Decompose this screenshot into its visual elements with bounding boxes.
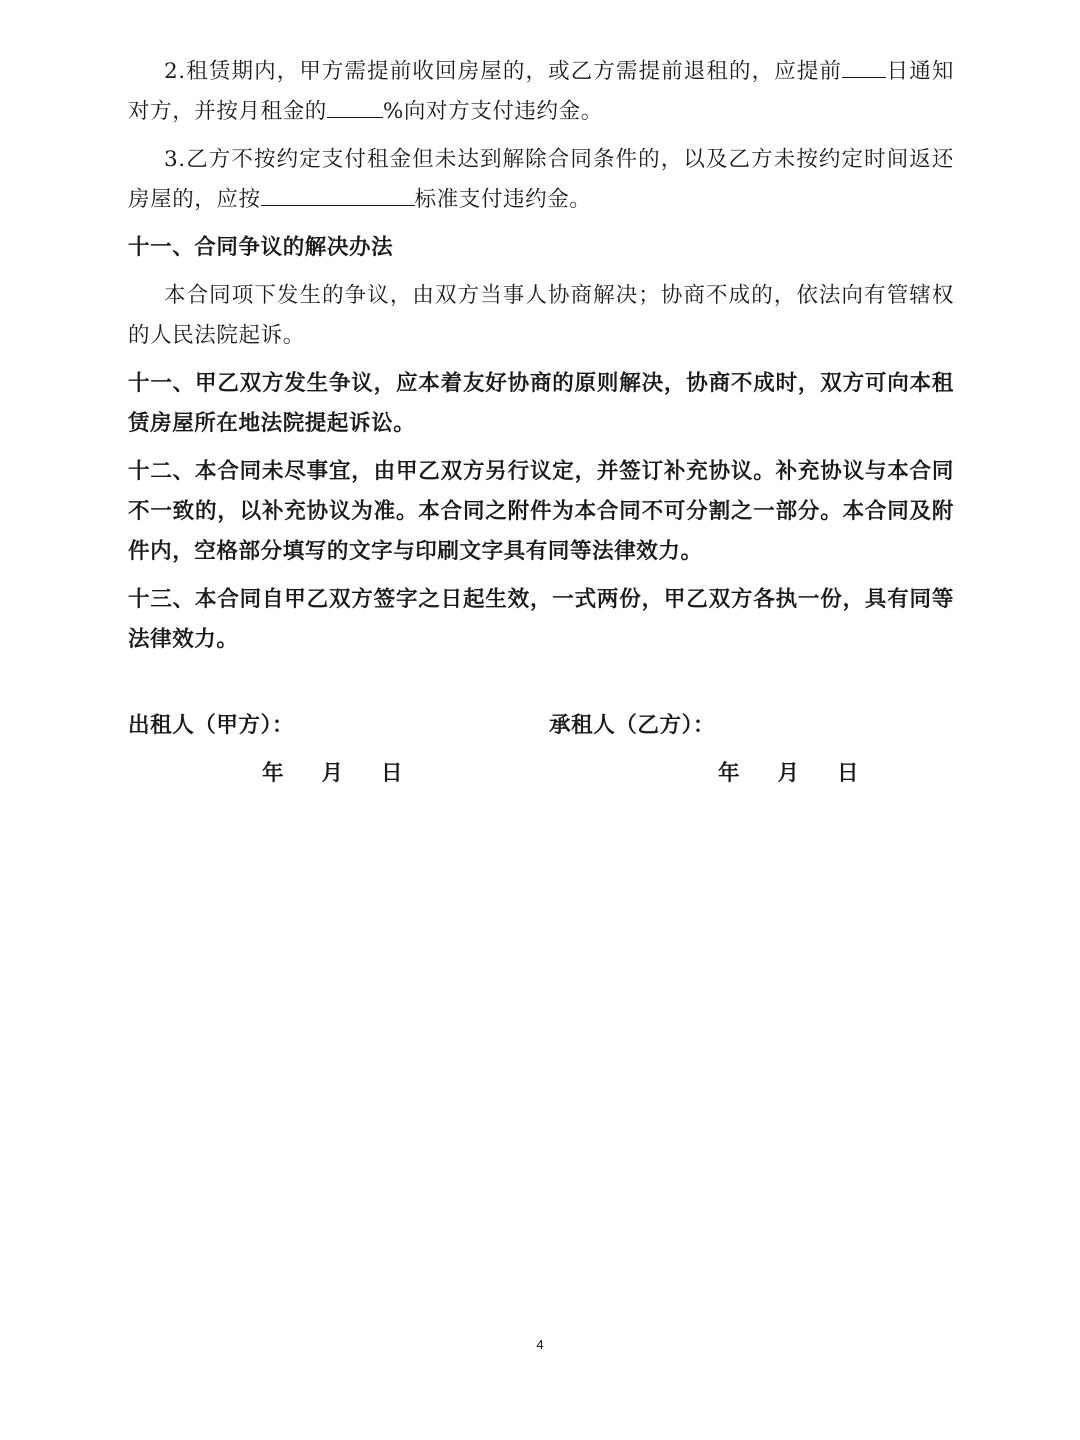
lessee-label: 承租人（乙方）： bbox=[549, 713, 716, 738]
section-11-body: 本合同项下发生的争议，由双方当事人协商解决；协商不成的，依法向有管辖权的人民法院起诉。 bbox=[128, 283, 954, 348]
page-number: 4 bbox=[536, 1337, 544, 1352]
lessor-date-year: 年 bbox=[262, 761, 284, 786]
contract-body bbox=[128, 52, 954, 668]
clause-2 bbox=[128, 52, 954, 132]
section-13: 十三、本合同自甲乙双方签字之日起生效，一式两份，甲乙双方各执一份，具有同等法律效力。 bbox=[128, 587, 954, 652]
penalty-standard-blank bbox=[261, 183, 415, 206]
section-12: 十二、本合同未尽事宜，由甲乙双方另行议定，并签订补充协议。补充协议与本合同不一致的，以补充协议为准。本合同之附件为本合同不可分割之一部分。本合同及附件内，空格部分填写的文字与印刷文字具有同等法律效力。 bbox=[128, 459, 954, 564]
clause-3-text-1: 3.乙方不按约定支付租金但未达到解除合同条件的，以及乙方未按约定时间返还房屋的，应按 bbox=[128, 147, 954, 212]
lessor-date-day: 日 bbox=[381, 761, 403, 786]
lessee-date-month: 月 bbox=[777, 761, 800, 786]
penalty-percent-blank bbox=[327, 95, 383, 118]
lessor-date-month: 月 bbox=[321, 761, 344, 786]
lessee-date-day: 日 bbox=[837, 761, 859, 786]
lessee-date-year: 年 bbox=[718, 761, 740, 786]
clause-2-text-1: 2.租赁期内，甲方需提前收回房屋的，或乙方需提前退租的，应提前 bbox=[164, 59, 843, 84]
lessor-label: 出租人（甲方）： bbox=[128, 713, 295, 738]
clause-2-text-3: %向对方支付违约金。 bbox=[382, 99, 603, 124]
advance-days-blank bbox=[842, 55, 886, 78]
clause-3-text-2: 标准支付违约金。 bbox=[414, 187, 592, 212]
lessor-date bbox=[262, 754, 403, 794]
section-11-heading: 十一、合同争议的解决办法 bbox=[128, 235, 394, 260]
section-11-dispute: 十一、甲乙双方发生争议，应本着友好协商的原则解决，协商不成时，双方可向本租赁房屋所在地法院提起诉讼。 bbox=[128, 371, 954, 436]
lessee-date bbox=[718, 754, 859, 794]
clause-2-text-2: 日通知对方，并按月租金的 bbox=[128, 59, 954, 124]
clause-3 bbox=[128, 140, 954, 220]
